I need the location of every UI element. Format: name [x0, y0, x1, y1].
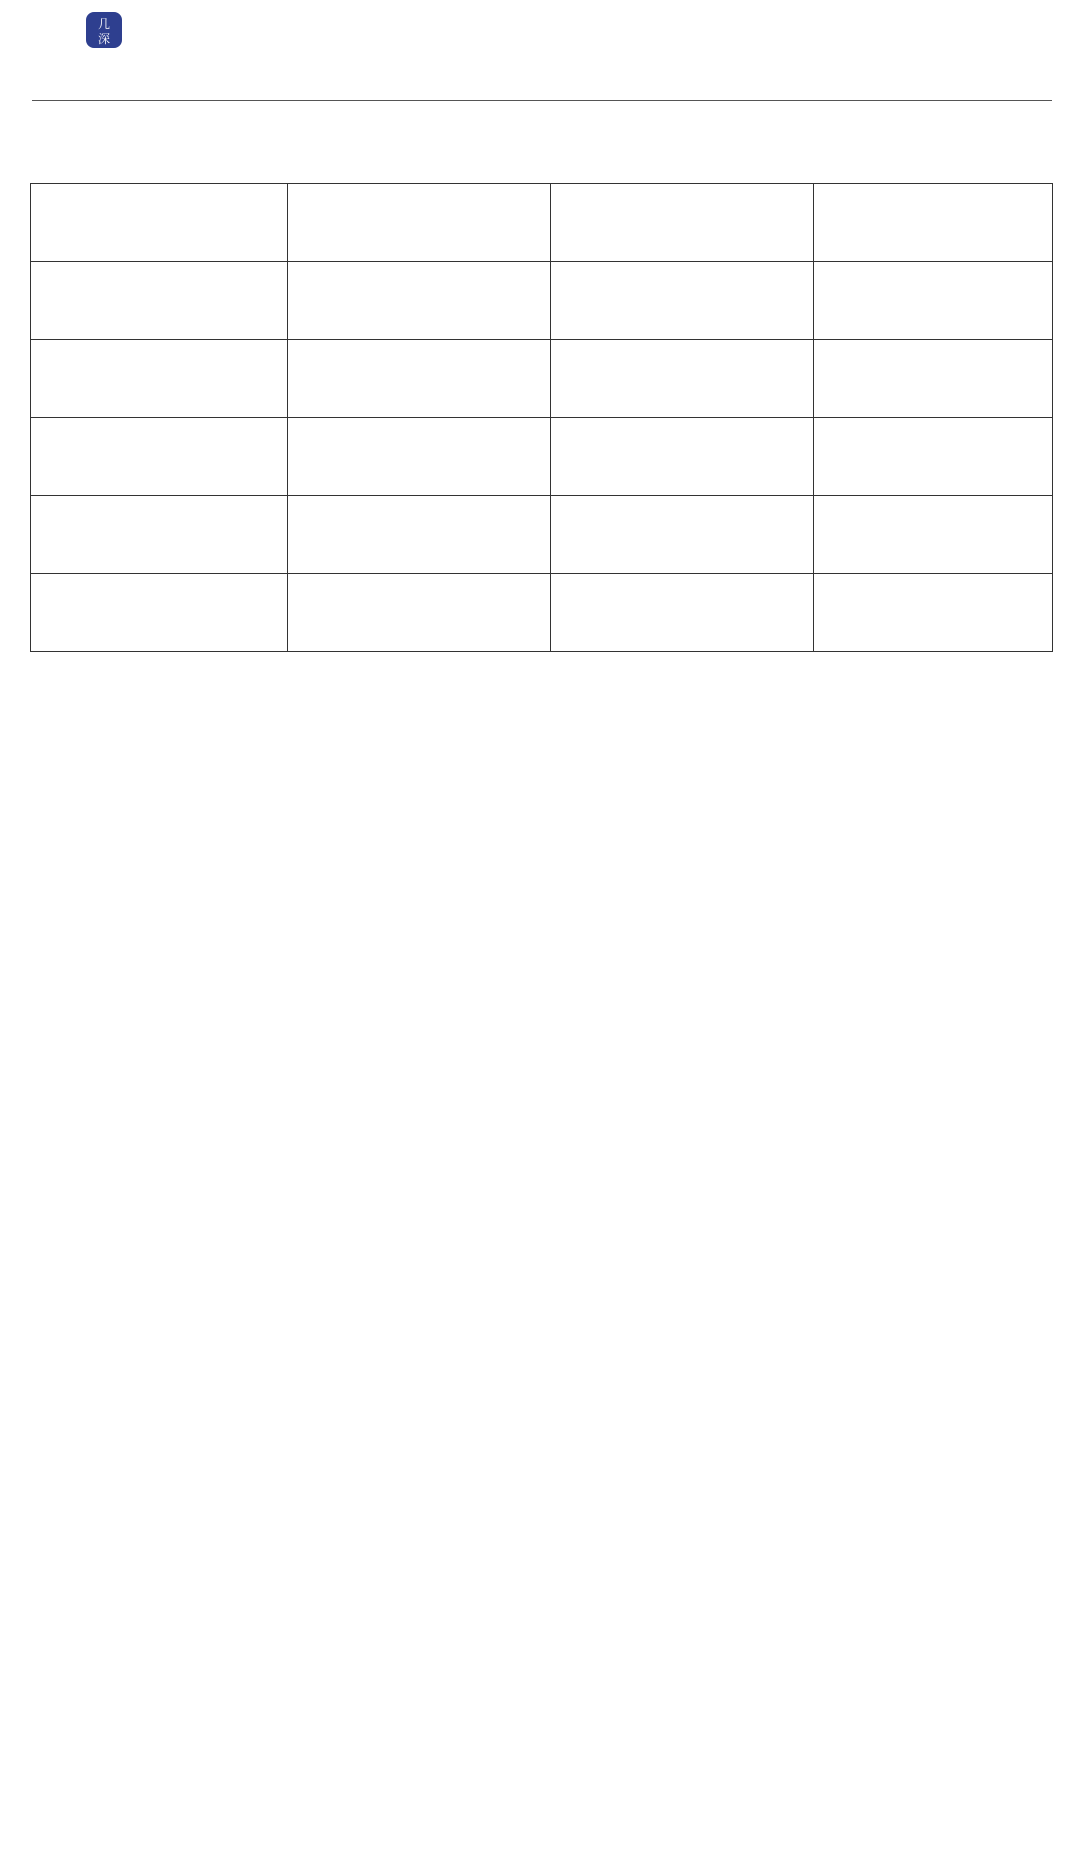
table-cell	[814, 262, 1053, 340]
table-row	[31, 496, 1053, 574]
table-cell	[288, 262, 551, 340]
logo-glyph-top: 几	[97, 17, 111, 31]
table-cell	[814, 418, 1053, 496]
table-cell	[288, 496, 551, 574]
table-cell	[551, 418, 814, 496]
table-header-row	[31, 184, 1053, 262]
table-cell	[31, 340, 288, 418]
table-cell	[551, 496, 814, 574]
score-distribution-table	[30, 183, 1053, 652]
table-row	[31, 418, 1053, 496]
table-row	[31, 262, 1053, 340]
column-header-essay	[814, 184, 1053, 262]
table-cell	[31, 574, 288, 652]
table-row	[31, 574, 1053, 652]
table-cell	[814, 496, 1053, 574]
table-cell	[551, 574, 814, 652]
table-cell	[288, 574, 551, 652]
column-header-short-answer	[551, 184, 814, 262]
logo-glyph-bottom: 深	[97, 32, 111, 46]
table-row	[31, 340, 1053, 418]
header-rule	[32, 100, 1052, 101]
table-cell	[31, 496, 288, 574]
column-header-year	[31, 184, 288, 262]
table-cell	[31, 418, 288, 496]
table-cell	[814, 340, 1053, 418]
table-cell	[288, 418, 551, 496]
table-cell	[288, 340, 551, 418]
table-cell	[551, 262, 814, 340]
table-cell	[31, 262, 288, 340]
column-header-term-definition	[288, 184, 551, 262]
table-cell	[551, 340, 814, 418]
page-header	[0, 0, 1080, 104]
logo-icon	[84, 10, 124, 50]
table-cell	[814, 574, 1053, 652]
